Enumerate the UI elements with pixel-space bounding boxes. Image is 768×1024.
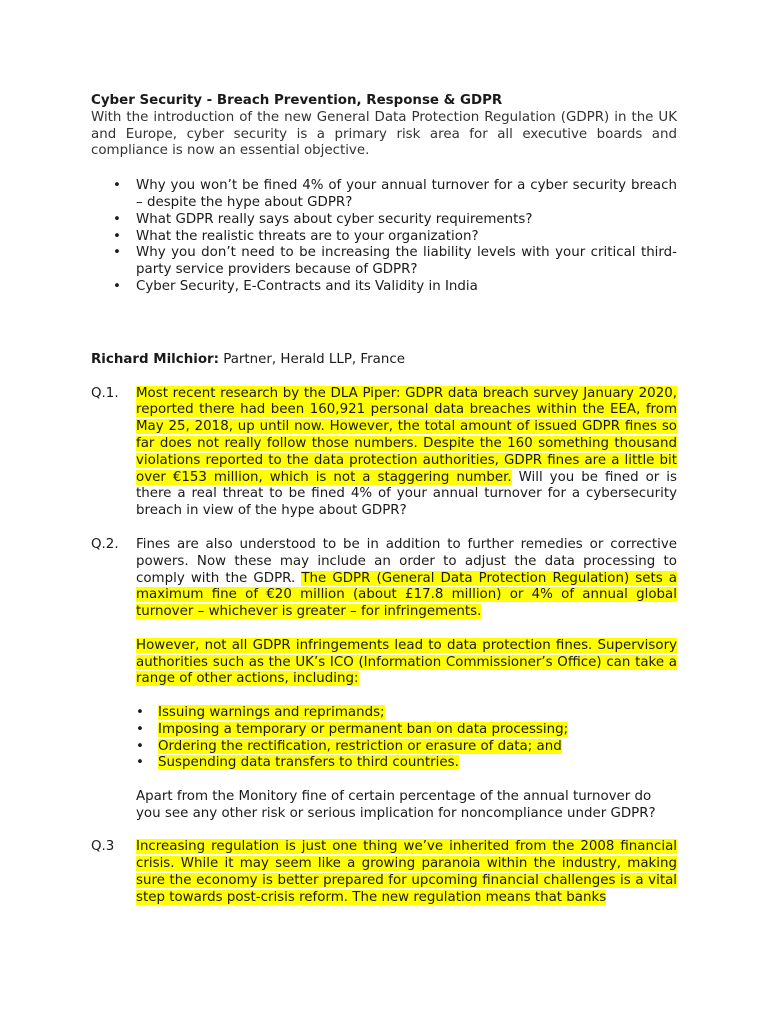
list-item: • What the realistic threats are to your organization? — [91, 229, 677, 246]
list-item-text: Suspending data transfers to third countries. — [158, 755, 459, 771]
highlighted-text: Most recent research by the DLA Piper: GDPR data breach survey January 2020, reported there had been 160,921 personal data breaches within the EEA, from May 25, 2018, up until now. However, the total amount of issued GDPR fines so far does not really follow those numbers. Despite the 160 something thousand violations reported to the data protection authorities, GDPR fines are a little bit over €153 million, which is not a staggering number. — [136, 385, 677, 485]
question-text — [136, 839, 677, 906]
list-item — [136, 722, 677, 739]
speaker-name: Richard Milchior: — [91, 351, 219, 367]
list-item — [136, 739, 677, 756]
question-text-plain: Fines are also understood to be in addition to further remedies or corrective powers. Now these may include an order to adjust the data processing to comply with the GDPR. — [136, 536, 677, 586]
question-3 — [91, 839, 677, 906]
list-item: • Cyber Security, E-Contracts and its Validity in India — [91, 279, 677, 296]
highlighted-text: The GDPR (General Data Protection Regulation) sets a maximum fine of €20 million (about £17.8 million) or 4% of annual global turnover – whichever is greater – for infringements. — [136, 570, 677, 620]
document-title: Cyber Security - Breach Prevention, Response & GDPR — [91, 93, 503, 108]
list-item — [136, 755, 677, 772]
question-1 — [91, 386, 677, 520]
actions-list — [136, 705, 677, 772]
question-number: Q.2. — [91, 536, 119, 552]
speaker-line — [91, 352, 677, 369]
document-page — [91, 93, 677, 907]
question-number: Q.1. — [91, 385, 119, 401]
list-item-text: Imposing a temporary or permanent ban on data processing; — [158, 721, 569, 737]
list-item: • Why you won’t be fined 4% of your annual turnover for a cyber security breach – despite the hype about GDPR? — [91, 178, 677, 212]
list-item: • What GDPR really says about cyber security requirements? — [91, 212, 677, 229]
list-item — [136, 705, 677, 722]
question-text-rest: Will you be fined or is there a real threat to be fined 4% of your annual turnover for a cybersecurity breach in view of the hype about GDPR? — [136, 469, 677, 519]
question-text — [136, 386, 677, 520]
question-2 — [91, 537, 677, 823]
highlighted-text: However, not all GDPR infringements lead to data protection fines. Supervisory authorities such as the UK’s ICO (Information Commissioner’s Office) can take a range of other actions, including: — [136, 637, 677, 687]
list-item-text: Issuing warnings and reprimands; — [158, 704, 385, 720]
question-text: Apart from the Monitory fine of certain percentage of the annual turnover do you see any other risk or serious implication for noncompliance under GDPR? — [136, 788, 656, 821]
list-item-text: Ordering the rectification, restriction or erasure of data; and — [158, 738, 562, 754]
speaker-role: Partner, Herald LLP, France — [218, 351, 405, 367]
intro-paragraph: With the introduction of the new General Data Protection Regulation (GDPR) in the UK and Europe, cyber security is a primary risk area for all executive boards and compliance is now an essential objective. — [91, 109, 677, 159]
question-number: Q.3 — [91, 839, 115, 855]
highlighted-text: Increasing regulation is just one thing we’ve inherited from the 2008 financial crisis. While it may seem like a growing paranoia within the industry, making sure the economy is better prepared for upcoming financial challenges is a vital step towards post-crisis reform. The new regulation means that banks — [136, 839, 677, 905]
topic-bullet-list — [91, 178, 677, 296]
question-paragraph-2 — [136, 638, 677, 688]
list-item: • Why you don’t need to be increasing the liability levels with your critical third-party service providers because of GDPR? — [91, 245, 677, 279]
question-text — [136, 537, 677, 621]
